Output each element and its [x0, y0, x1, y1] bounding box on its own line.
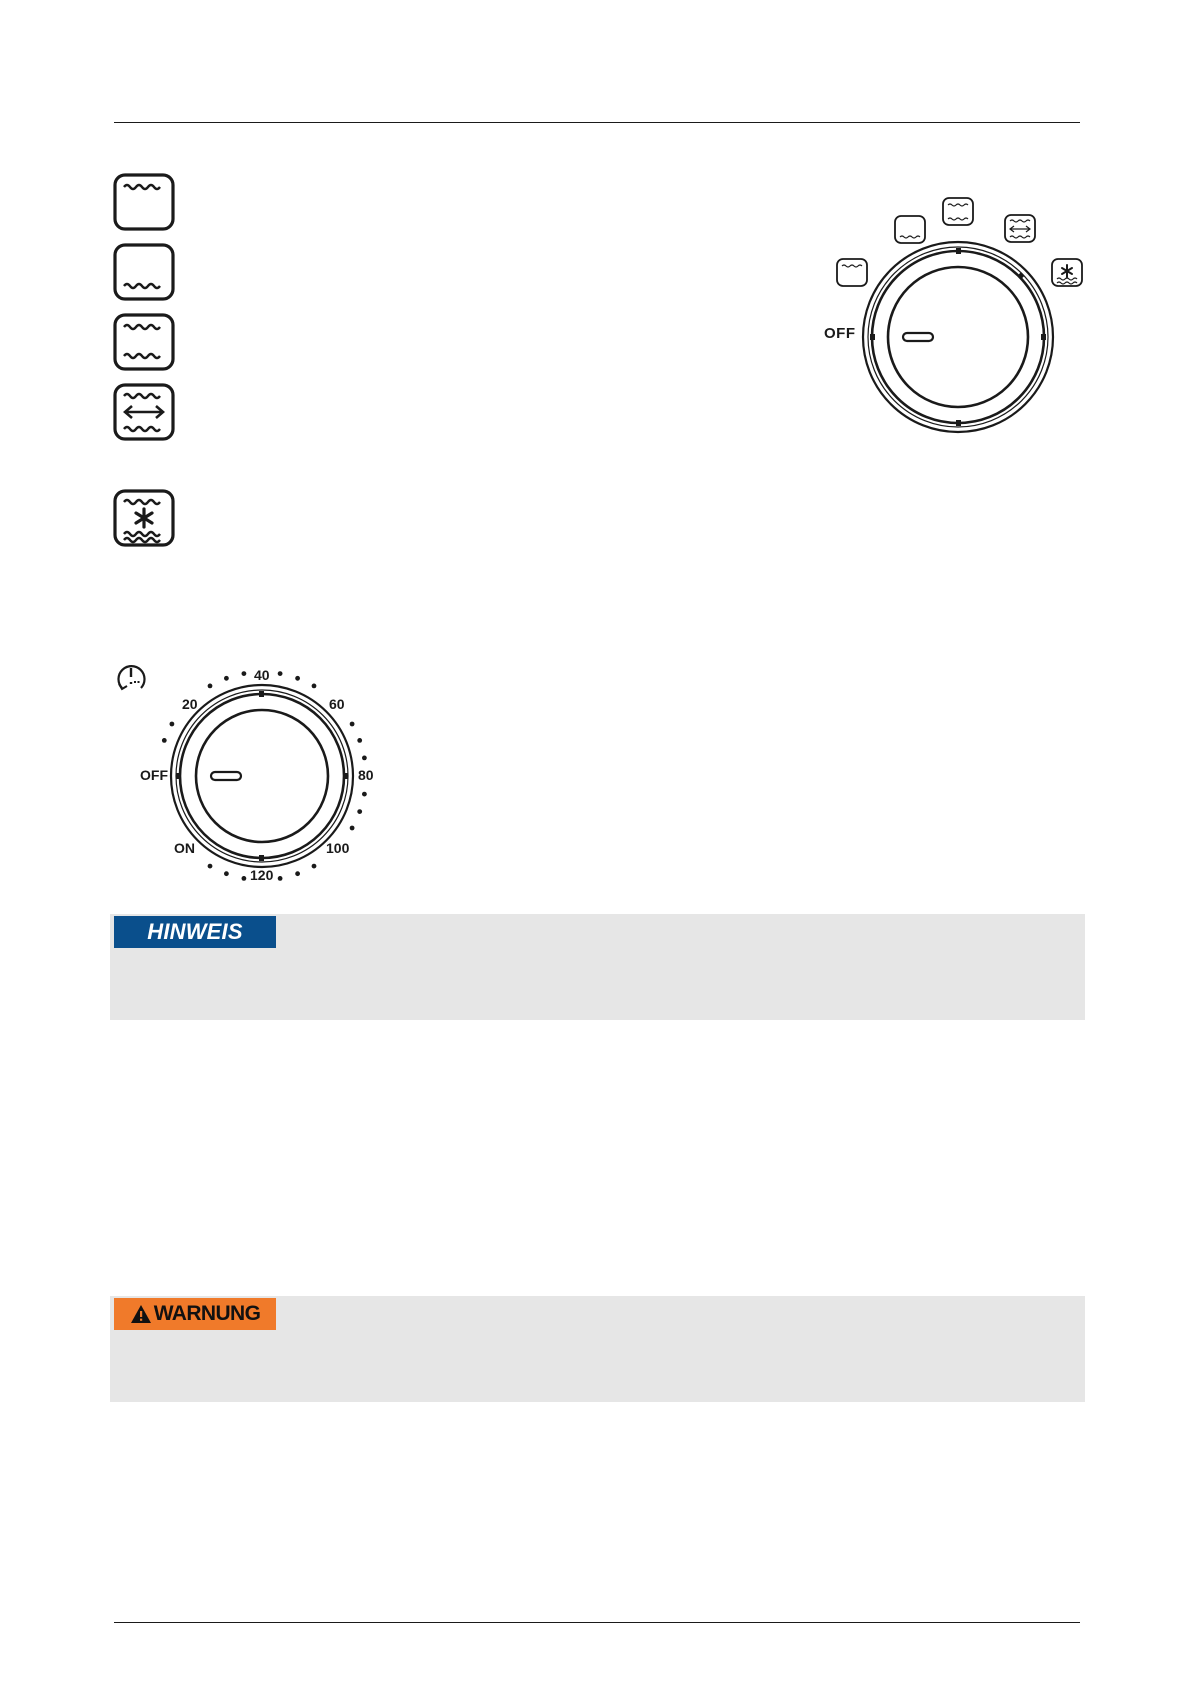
header-rule	[114, 122, 1080, 123]
timer-dot	[362, 792, 367, 797]
timer-dot	[242, 671, 247, 676]
timer-label-20: 20	[182, 696, 198, 712]
timer-dot	[357, 809, 362, 814]
top-heat-icon	[112, 172, 176, 232]
timer-label-80: 80	[358, 767, 374, 783]
fan-heat-icon	[112, 488, 176, 548]
timer-label-on: ON	[174, 840, 195, 856]
timer-dot	[208, 684, 213, 689]
timer-dot	[295, 676, 300, 681]
footer-rule	[114, 1622, 1080, 1623]
timer-label-60: 60	[329, 696, 345, 712]
timer-label-120: 120	[250, 867, 274, 883]
dial-top-bottom-convection-icon	[1005, 215, 1035, 242]
timer-dot	[312, 684, 317, 689]
timer-dot	[170, 722, 175, 727]
timer-label-40: 40	[254, 667, 270, 683]
warnung-notice	[110, 1296, 1085, 1402]
timer-dot	[362, 756, 367, 761]
timer-dot	[350, 722, 355, 727]
warnung-label: WARNUNG	[153, 1302, 261, 1325]
timer-dot	[312, 864, 317, 869]
timer-dot	[224, 871, 229, 876]
hinweis-badge	[114, 916, 276, 948]
function-dial-off-label: OFF	[824, 325, 856, 342]
dial-top-heat-icon	[837, 259, 867, 286]
dial-fan-heat-icon	[1052, 259, 1082, 286]
hinweis-notice	[110, 914, 1085, 1020]
timer-dot	[357, 738, 362, 743]
timer-dot	[278, 876, 283, 881]
timer-dot	[208, 864, 213, 869]
dial-top-bottom-heat-icon	[943, 198, 973, 225]
timer-dot	[295, 871, 300, 876]
dial-bottom-heat-icon	[895, 216, 925, 243]
timer-dot	[224, 676, 229, 681]
bottom-heat-icon	[112, 242, 176, 302]
function-selector-dial[interactable]	[815, 195, 1085, 435]
timer-label-100: 100	[326, 840, 350, 856]
timer-label-off: OFF	[140, 767, 168, 783]
top-bottom-convection-icon	[112, 382, 176, 442]
warning-triangle-icon	[130, 1304, 152, 1324]
timer-dot	[350, 826, 355, 831]
timer-dot	[278, 671, 283, 676]
hinweis-label: HINWEIS	[147, 919, 243, 944]
timer-dot	[242, 876, 247, 881]
timer-dial[interactable]	[130, 660, 390, 890]
timer-dot	[162, 738, 167, 743]
warnung-badge	[114, 1298, 276, 1330]
top-bottom-heat-icon	[112, 312, 176, 372]
